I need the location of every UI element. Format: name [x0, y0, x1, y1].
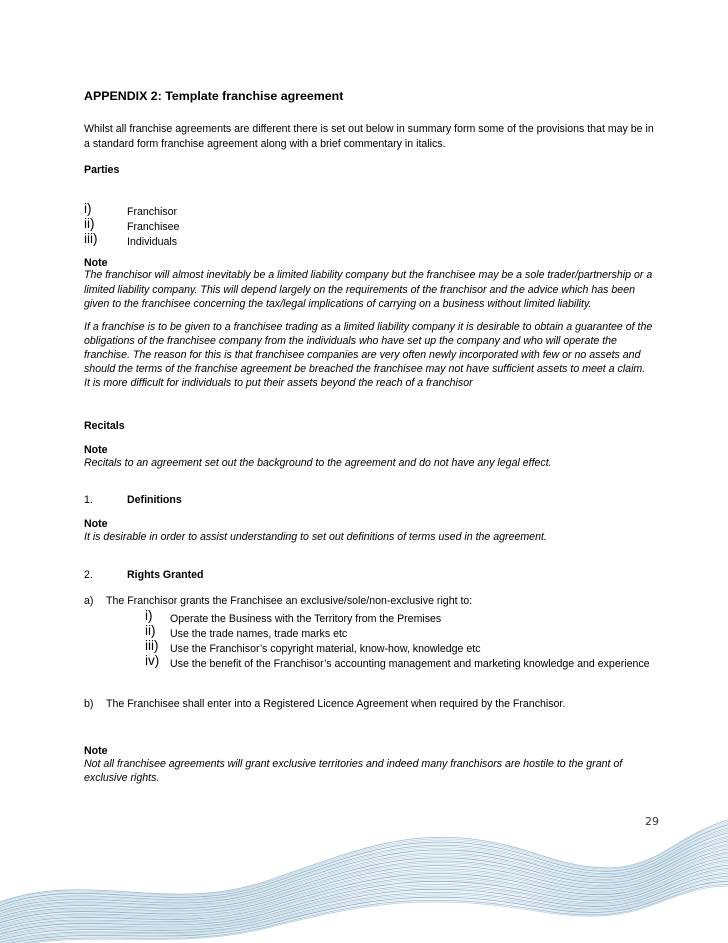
subitem-text: Use the benefit of the Franchisor’s accounting management and marketing knowledge and experience	[170, 658, 650, 670]
subitem-num: i)	[145, 608, 153, 623]
subitem-text: Use the Franchisor’s copyright material, know-how, knowledge etc	[170, 643, 481, 655]
definitions-heading: Definitions	[127, 494, 182, 506]
page-number: 29	[645, 815, 659, 828]
note-line: franchise. The reason for this is that franchisee companies are very often newly incorporated with few or no assets and	[84, 349, 641, 361]
note-heading: Note	[84, 745, 108, 757]
rights-heading: Rights Granted	[127, 569, 204, 581]
subitem-text: Operate the Business with the Territory from the Premises	[170, 613, 442, 625]
intro-line-2: a standard form franchise agreement along with a brief commentary in italics.	[84, 138, 446, 150]
clause-label: a)	[84, 595, 94, 607]
note-line: It is desirable in order to assist understanding to set out definitions of terms used in the agreement.	[84, 531, 547, 543]
subitem-text: Use the trade names, trade marks etc	[170, 628, 348, 640]
clause-label: b)	[84, 698, 94, 710]
note-line: should the terms of the franchise agreement be breached the franchisee may not have sufficient assets to meet a claim.	[84, 363, 646, 375]
party-num: iii)	[84, 231, 98, 246]
subitem-num: iii)	[145, 638, 159, 653]
note-line: obligations of the franchisee company from the individuals who have set up the company and who will operate the	[84, 335, 617, 347]
decorative-waves	[0, 800, 728, 943]
note-line: Recitals to an agreement set out the background to the agreement and do not have any legal effect.	[84, 457, 552, 469]
section-number: 2.	[84, 569, 93, 581]
section-number: 1.	[84, 494, 93, 506]
intro-line-1: Whilst all franchise agreements are different there is set out below in summary form some of the provisions that may be in	[84, 123, 654, 135]
clause-text: The Franchisor grants the Franchisee an exclusive/sole/non-exclusive right to:	[106, 595, 473, 607]
subitem-num: ii)	[145, 623, 156, 638]
note-line: The franchisor will almost inevitably be a limited liability company but the franchisee may be a sole trader/partnership or a	[84, 269, 653, 281]
wave-line	[0, 836, 728, 913]
page-title: APPENDIX 2: Template franchise agreement	[84, 89, 344, 103]
parties-heading: Parties	[84, 164, 120, 176]
note-line: It is more difficult for individuals to put their assets beyond the reach of a franchisor	[84, 377, 473, 389]
note-heading: Note	[84, 518, 108, 530]
recitals-heading: Recitals	[84, 420, 125, 432]
note-line: given to the franchisee concerning the tax/legal implications of carrying on a business without limited liability.	[84, 298, 592, 310]
note-line: exclusive rights.	[84, 772, 160, 784]
subitem-num: iv)	[145, 653, 160, 668]
note-heading: Note	[84, 444, 108, 456]
party-num: ii)	[84, 216, 95, 231]
party-label: Franchisor	[127, 206, 178, 218]
party-label: Individuals	[127, 236, 178, 248]
note-line: Not all franchisee agreements will grant exclusive territories and indeed many franchisors are hostile to the grant of	[84, 758, 623, 770]
clause-text: The Franchisee shall enter into a Registered Licence Agreement when required by the Franchisor.	[106, 698, 566, 710]
note-line: If a franchise is to be given to a franchisee trading as a limited liability company it is desirable to obtain a guarantee of the	[84, 321, 653, 333]
note-line: limited liability company. This will depend largely on the requirements of the franchisor and the advice which has been	[84, 284, 635, 296]
note-heading: Note	[84, 257, 108, 269]
party-label: Franchisee	[127, 221, 180, 233]
party-num: i)	[84, 201, 92, 216]
wave-line	[0, 835, 728, 913]
